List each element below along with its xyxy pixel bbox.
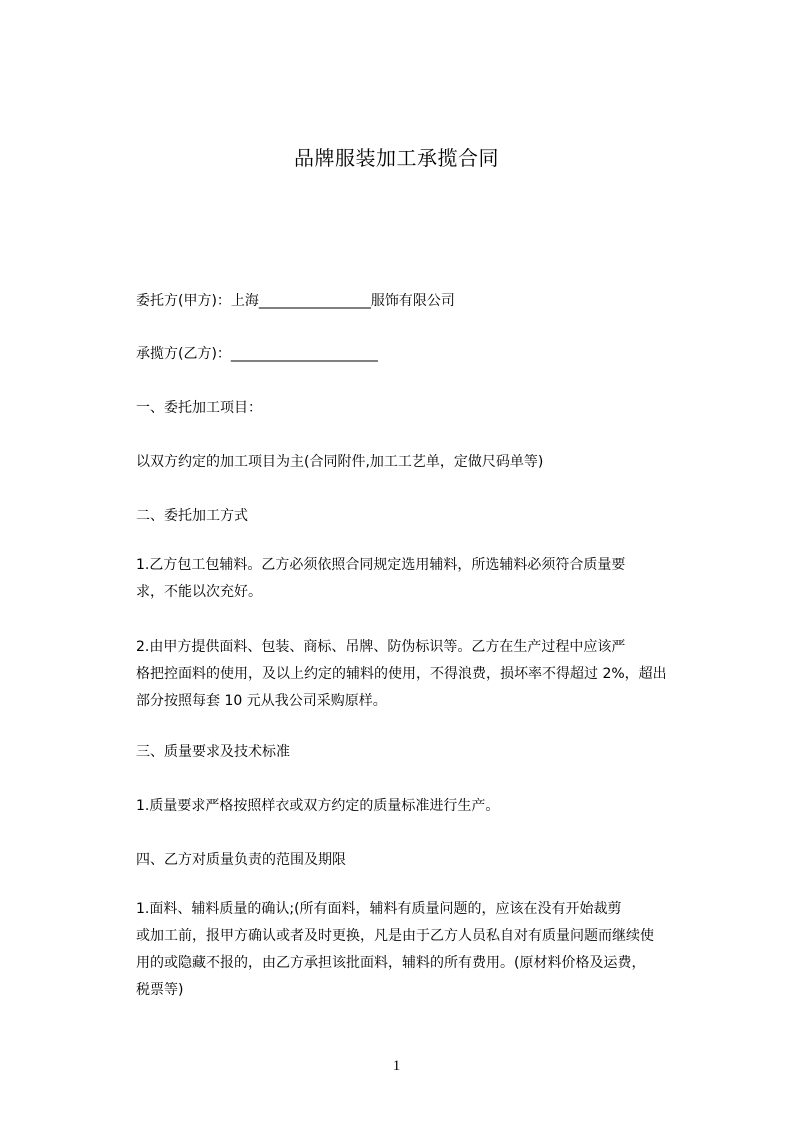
section-4-heading: 四、乙方对质量负责的范围及期限 xyxy=(136,852,346,868)
section-2-heading: 二、委托加工方式 xyxy=(136,508,248,524)
page-title: 品牌服装加工承揽合同 xyxy=(294,146,499,170)
section-4-item-1 xyxy=(136,896,706,1004)
paragraph-line: 1.面料、辅料质量的确认;(所有面料，辅料有质量问题的，应该在没有开始裁剪 xyxy=(136,901,622,917)
party-a-line: 委托方(甲方)：上海________________服饰有限公司 xyxy=(136,293,455,309)
section-1-heading: 一、委托加工项目： xyxy=(136,400,262,416)
paragraph-line: 部分按照每套 10 元从我公司采购原样。 xyxy=(136,693,387,709)
section-3-item-1: 1.质量要求严格按照样衣或双方约定的质量标准进行生产。 xyxy=(136,798,500,814)
section-2-item-2 xyxy=(136,634,706,715)
section-3-heading: 三、质量要求及技术标准 xyxy=(136,744,290,760)
paragraph-line: 或加工前，报甲方确认或者及时更换，凡是由于乙方人员私自对有质量问题而继续使 xyxy=(136,928,654,944)
paragraph-line: 求，不能以次充好。 xyxy=(136,584,262,600)
party-b-line: 承揽方(乙方)：_____________________ xyxy=(136,346,378,362)
section-2-item-1 xyxy=(136,552,706,606)
paragraph-line: 1.乙方包工包辅料。乙方必须依照合同规定选用辅料，所选辅料必须符合质量要 xyxy=(136,557,626,573)
paragraph-line: 2.由甲方提供面料、包装、商标、吊牌、防伪标识等。乙方在生产过程中应该严 xyxy=(136,639,626,655)
paragraph-line: 税票等) xyxy=(136,982,184,998)
section-1-text: 以双方约定的加工项目为主(合同附件,加工工艺单，定做尺码单等) xyxy=(136,454,544,470)
paragraph-line: 格把控面料的使用，及以上约定的辅料的使用，不得浪费，损坏率不得超过 2%，超出 xyxy=(136,666,667,682)
paragraph-line: 用的或隐藏不报的，由乙方承担该批面料，辅料的所有费用。(原材料价格及运费， xyxy=(136,955,646,971)
page-number: 1 xyxy=(392,1058,401,1074)
